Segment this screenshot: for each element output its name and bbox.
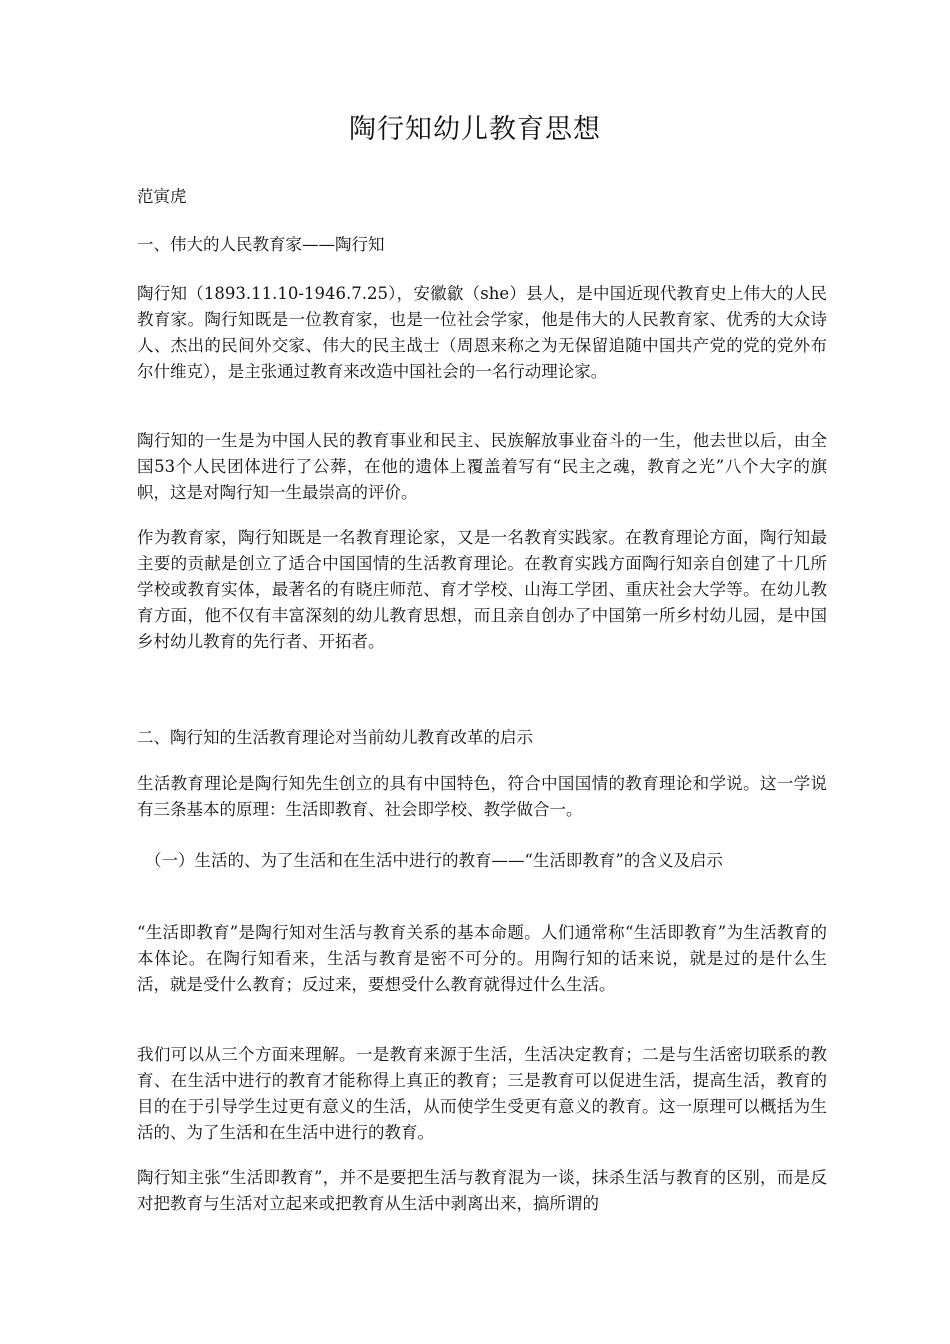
paragraph-2: 陶行知的一生是为中国人民的教育事业和民主、民族解放事业奋斗的一生，他去世以后，由全国53个人民团体进行了公葬，在他的遗体上覆盖着写有“民主之魂，教育之光”八个大字的旗帜，这是对陶行知一生最崇高的评价。: [137, 431, 827, 502]
paragraph-1: 陶行知（1893.11.10-1946.7.25），安徽歙（she）县人，是中国近现代教育史上伟大的人民教育家。陶行知既是一位教育家，也是一位社会学家，他是伟大的人民教育家、优秀的大众诗人、杰出的民间外交家、伟大的民主战士（周恩来称之为无保留追随中国共产党的党的党外布尔什维克），是主张通过教育来改造中国社会的一名行动理论家。: [137, 284, 827, 381]
author-name: 范寅虎: [137, 187, 187, 206]
paragraph-5: “生活即教育”是陶行知对生活与教育关系的基本命题。人们通常称“生活即教育”为生活教育的本体论。在陶行知看来，生活与教育是密不可分的。用陶行知的话来说，就是过的是什么生活，就是受什么教育；反过来，要想受什么教育就得过什么生活。: [137, 923, 827, 994]
subsection-heading-1: （一）生活的、为了生活和在生活中进行的教育——“生活即教育”的含义及启示: [145, 851, 723, 870]
paragraph-7: 陶行知主张“生活即教育”，并不是要把生活与教育混为一谈，抹杀生活与教育的区别，而是反对把教育与生活对立起来或把教育从生活中剥离出来，搞所谓的: [137, 1168, 827, 1213]
section-heading-2: 二、陶行知的生活教育理论对当前幼儿教育改革的启示: [137, 728, 533, 747]
document-title: 陶行知幼儿教育思想: [349, 114, 601, 145]
paragraph-4: 生活教育理论是陶行知先生创立的具有中国特色，符合中国国情的教育理论和学说。这一学说有三条基本的原理：生活即教育、社会即学校、教学做合一。: [137, 774, 827, 819]
paragraph-6: 我们可以从三个方面来理解。一是教育来源于生活，生活决定教育；二是与生活密切联系的教育、在生活中进行的教育才能称得上真正的教育；三是教育可以促进生活，提高生活，教育的目的在于引导学生过更有意义的生活，从而使学生受更有意义的教育。这一原理可以概括为生活的、为了生活和在生活中进行的教育。: [137, 1045, 827, 1142]
paragraph-3: 作为教育家，陶行知既是一名教育理论家，又是一名教育实践家。在教育理论方面，陶行知最主要的贡献是创立了适合中国国情的生活教育理论。在教育实践方面陶行知亲自创建了十几所学校或教育实体，最著名的有晓庄师范、育才学校、山海工学团、重庆社会大学等。在幼儿教育方面，他不仅有丰富深刻的幼儿教育思想，而且亲自创办了中国第一所乡村幼儿园，是中国乡村幼儿教育的先行者、开拓者。: [137, 528, 827, 651]
section-heading-1: 一、伟大的人民教育家——陶行知: [137, 235, 385, 254]
